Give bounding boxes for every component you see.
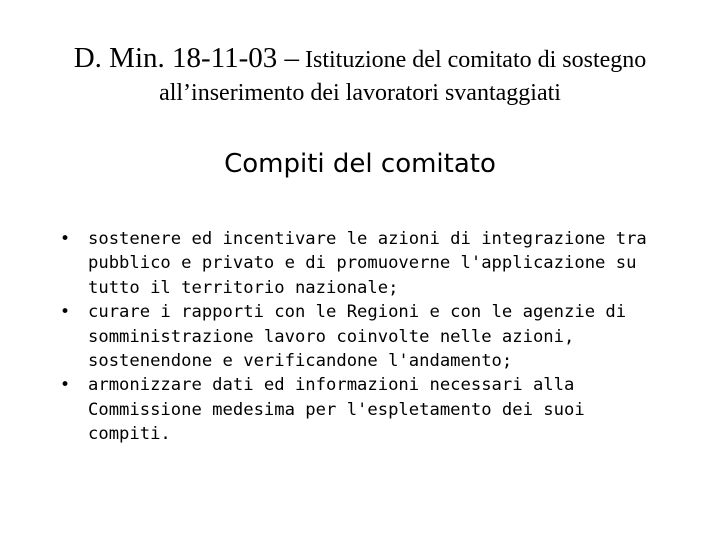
slide-title <box>0 40 720 81</box>
list-item-line: sostenere ed incentivare le azioni di integrazione tra <box>88 229 647 249</box>
bullet-icon: • <box>59 375 71 396</box>
bullet-icon: • <box>59 302 71 323</box>
list-item-line: pubblico e privato e di promuoverne l'applicazione su <box>88 253 637 274</box>
title-text: Istituzione del comitato di sostegno <box>299 47 647 73</box>
title-decree-ref: D. Min. 18-11-03 – <box>73 42 299 74</box>
list-item <box>58 373 698 446</box>
list-item-line: Commissione medesima per l'espletamento dei suoi <box>88 399 585 420</box>
list-item-line: armonizzare dati ed informazioni necessari alla <box>88 375 575 396</box>
bullet-list <box>58 227 698 447</box>
bullet-icon: • <box>59 229 71 249</box>
list-item-line: compiti. <box>88 424 171 445</box>
list-item-line: sostenendone e verificandone l'andamento; <box>88 351 513 372</box>
list-item <box>58 300 698 373</box>
list-item-line: curare i rapporti con le Regioni e con le agenzie di <box>88 302 627 323</box>
title-text-line2: all’inserimento dei lavoratori svantaggiati <box>159 80 561 106</box>
list-item <box>58 227 698 300</box>
section-heading: Compiti del comitato <box>224 149 496 179</box>
list-item-line: tutto il territorio nazionale; <box>88 277 399 298</box>
list-item-line: somministrazione lavoro coinvolte nelle azioni, <box>88 326 575 347</box>
